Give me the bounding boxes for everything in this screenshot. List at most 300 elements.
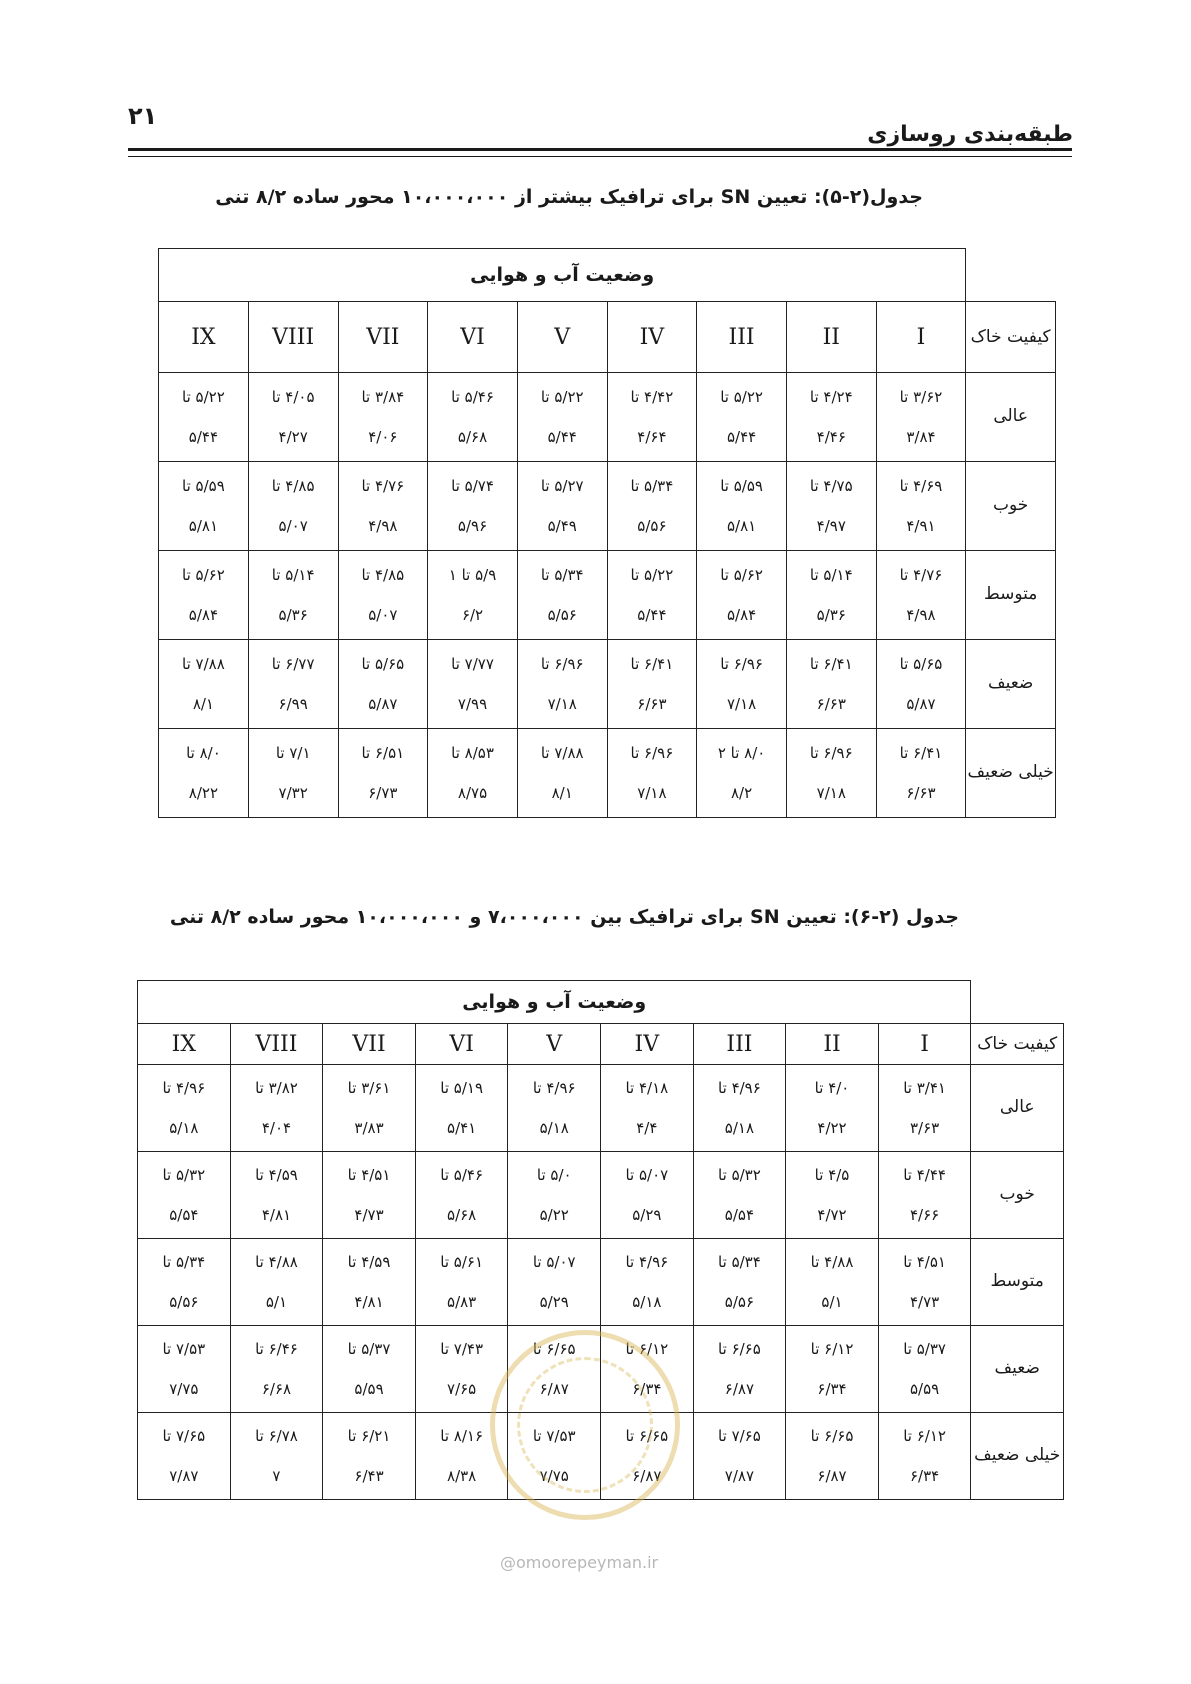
sn-range-from: ۶/۱۲ تا	[810, 1340, 854, 1358]
climate-zone-header: II	[786, 1024, 879, 1065]
sn-range-cell	[878, 1152, 971, 1239]
sn-range-cell	[693, 1326, 786, 1413]
sn-range-from: ۶/۶۵ تا	[532, 1340, 576, 1358]
sn-range-to: ۵/۸۳	[447, 1293, 477, 1311]
sn-range-from: ۶/۶۵ تا	[625, 1427, 669, 1445]
sn-range-cell	[323, 1326, 416, 1413]
sn-range-cell	[138, 1413, 231, 1500]
sn-range-from: ۵/۰۷ تا	[532, 1253, 576, 1271]
sn-range-to: ۵/۵۶	[724, 1293, 755, 1311]
sn-range-from: ۴/۲۴ تا	[809, 388, 853, 406]
sn-range-from: ۵/۱۴ تا	[271, 566, 315, 584]
sn-range-to: ۵/۵۴	[724, 1206, 755, 1224]
sn-range-cell	[517, 729, 607, 818]
sn-range-from: ۳/۸۴ تا	[361, 388, 405, 406]
climate-zone-header: VIII	[248, 302, 338, 373]
sn-range-from: ۴/۸۵ تا	[271, 477, 315, 495]
sn-range-to: ۶/۳۴	[817, 1380, 847, 1398]
sn-range-to: ۷	[272, 1467, 281, 1485]
sn-range-from: ۶/۹۶ تا	[630, 744, 674, 762]
climate-zone-header: III	[697, 302, 787, 373]
sn-range-cell	[428, 462, 518, 551]
sn-range-cell	[415, 1413, 508, 1500]
sn-range-from: ۵/۶۲ تا	[182, 566, 225, 584]
sn-range-to: ۵/۸۱	[726, 517, 757, 535]
sn-range-cell	[428, 640, 518, 729]
sn-range-cell	[338, 462, 428, 551]
sn-range-to: ۳/۸۳	[354, 1119, 384, 1137]
sn-range-to: ۵/۶۸	[457, 428, 488, 446]
sn-range-from: ۵/۲۷ تا	[540, 477, 584, 495]
sn-range-to: ۵/۱	[265, 1293, 288, 1311]
sn-range-from: ۴/۰ تا	[814, 1079, 850, 1097]
sn-range-to: ۴/۸۱	[354, 1293, 384, 1311]
sn-range-to: ۴/۴	[636, 1119, 658, 1137]
sn-range-to: ۶/۶۸	[261, 1380, 292, 1398]
page-number: ۲۱	[128, 102, 158, 130]
soil-quality-label: متوسط	[971, 1239, 1064, 1326]
sn-range-from: ۵/۶۲ تا	[720, 566, 763, 584]
table-row	[138, 1065, 1064, 1152]
sn-range-cell	[338, 551, 428, 640]
sn-range-cell	[878, 1413, 971, 1500]
sn-range-to: ۷/۱۸	[547, 695, 577, 713]
sn-range-from: ۵/۳۴ تا	[162, 1253, 206, 1271]
sn-range-cell	[786, 551, 876, 640]
sn-range-cell	[517, 373, 607, 462]
sn-range-cell	[338, 729, 428, 818]
soil-quality-label: عالی	[966, 373, 1056, 462]
sn-range-from: ۴/۷۵ تا	[809, 477, 853, 495]
sn-range-cell	[786, 729, 876, 818]
sn-range-to: ۵/۵۶	[547, 606, 577, 624]
sn-range-to: ۴/۲۲	[817, 1119, 847, 1137]
sn-range-from: ۷/۴۳ تا	[440, 1340, 484, 1358]
sn-range-cell	[159, 729, 249, 818]
climate-header: وضعیت آب و هوایی	[138, 981, 971, 1024]
sn-range-to: ۷/۱۸	[726, 695, 757, 713]
sn-range-cell	[338, 373, 428, 462]
sn-range-from: ۵/۶۱ تا	[440, 1253, 484, 1271]
sn-range-cell	[508, 1239, 601, 1326]
sn-range-cell	[697, 373, 787, 462]
sn-range-from: ۵/۵۹ تا	[182, 477, 225, 495]
sn-range-cell	[786, 1413, 879, 1500]
sn-range-from: ۳/۸۲ تا	[255, 1079, 298, 1097]
sn-range-from: ۸/۱۶ تا	[440, 1427, 484, 1445]
climate-zone-header: IX	[138, 1024, 231, 1065]
sn-range-to: ۶/۸۷	[817, 1467, 847, 1485]
sn-range-cell	[415, 1326, 508, 1413]
soil-quality-label: خوب	[966, 462, 1056, 551]
sn-range-to: ۶/۲	[461, 606, 484, 624]
sn-range-from: ۴/۵۱ تا	[347, 1166, 391, 1184]
sn-range-cell	[878, 1326, 971, 1413]
sn-range-from: ۶/۲۱ تا	[347, 1427, 391, 1445]
sn-range-cell	[517, 462, 607, 551]
sn-range-cell	[876, 640, 966, 729]
sn-range-from: ۴/۹۶ تا	[625, 1253, 669, 1271]
sn-range-cell	[428, 729, 518, 818]
soil-quality-label: ضعیف	[971, 1326, 1064, 1413]
sn-range-to: ۵/۳۶	[278, 606, 308, 624]
table2-caption: جدول (۲-۶): تعیین SN برای ترافیک بین ۷،۰۰۰،۰۰۰ و ۱۰،۰۰۰،۰۰۰ محور ساده ۸/۲ تنی	[169, 906, 959, 928]
sn-range-to: ۴/۲۷	[278, 428, 308, 446]
sn-range-from: ۵/۴۶ تا	[440, 1166, 484, 1184]
soil-header-corner	[966, 249, 1056, 302]
soil-quality-label: عالی	[971, 1065, 1064, 1152]
sn-range-from: ۵/۲۲ تا	[720, 388, 763, 406]
sn-range-cell	[607, 551, 697, 640]
sn-range-cell	[508, 1065, 601, 1152]
sn-range-from: ۴/۵۹ تا	[255, 1166, 298, 1184]
sn-range-from: ۴/۰۵ تا	[271, 388, 315, 406]
sn-range-to: ۸/۱	[551, 784, 573, 802]
sn-range-to: ۶/۷۳	[368, 784, 398, 802]
sn-range-to: ۷/۳۲	[278, 784, 308, 802]
sn-range-cell	[338, 640, 428, 729]
sn-range-from: ۸/۰ تا ۲	[717, 744, 766, 762]
sn-range-to: ۴/۰۶	[368, 428, 398, 446]
sn-range-cell	[323, 1152, 416, 1239]
sn-range-to: ۴/۹۸	[906, 606, 936, 624]
sn-range-to: ۵/۸۱	[188, 517, 219, 535]
sn-range-cell	[230, 1065, 323, 1152]
soil-quality-label: متوسط	[966, 551, 1056, 640]
sn-range-to: ۵/۸۴	[726, 606, 757, 624]
sn-range-cell	[428, 551, 518, 640]
soil-quality-header: کیفیت خاک	[971, 1024, 1064, 1065]
sn-range-from: ۵/۳۴ تا	[630, 477, 674, 495]
sn-range-cell	[601, 1239, 694, 1326]
table-row	[138, 1413, 1064, 1500]
sn-range-cell	[693, 1065, 786, 1152]
sn-range-from: ۵/۰ تا	[536, 1166, 572, 1184]
table-row	[138, 1326, 1064, 1413]
sn-range-from: ۵/۳۲ تا	[162, 1166, 206, 1184]
sn-range-to: ۵/۱۸	[539, 1119, 569, 1137]
sn-range-from: ۵/۵۹ تا	[720, 477, 763, 495]
sn-range-cell	[138, 1239, 231, 1326]
sn-range-from: ۵/۷۴ تا	[451, 477, 494, 495]
sn-range-from: ۵/۲۲ تا	[540, 388, 584, 406]
sn-range-from: ۵/۰۷ تا	[625, 1166, 669, 1184]
sn-range-to: ۶/۶۳	[906, 784, 936, 802]
sn-range-to: ۵/۴۱	[447, 1119, 477, 1137]
sn-range-cell	[786, 373, 876, 462]
sn-range-to: ۵/۹۶	[457, 517, 488, 535]
climate-zone-header: VIII	[230, 1024, 323, 1065]
sn-range-from: ۳/۶۱ تا	[347, 1079, 391, 1097]
sn-range-from: ۳/۶۲ تا	[899, 388, 943, 406]
sn-range-from: ۵/۳۷ تا	[347, 1340, 391, 1358]
sn-range-to: ۵/۱۸	[169, 1119, 199, 1137]
sn-range-cell	[230, 1239, 323, 1326]
table-row	[159, 373, 1056, 462]
sn-range-to: ۵/۲۲	[539, 1206, 569, 1224]
sn-range-to: ۷/۶۵	[447, 1380, 477, 1398]
sn-range-from: ۷/۸۸ تا	[540, 744, 584, 762]
sn-range-from: ۵/۳۴ تا	[540, 566, 584, 584]
sn-range-from: ۴/۶۹ تا	[899, 477, 943, 495]
soil-header-corner	[971, 981, 1064, 1024]
sn-range-cell	[159, 462, 249, 551]
sn-range-from: ۵/۳۲ تا	[718, 1166, 761, 1184]
sn-range-cell	[248, 373, 338, 462]
sn-range-to: ۴/۶۴	[637, 428, 667, 446]
sn-range-to: ۵/۴۹	[547, 517, 577, 535]
sn-range-to: ۸/۱	[192, 695, 214, 713]
table-row	[159, 640, 1056, 729]
sn-range-from: ۴/۹۶ تا	[532, 1079, 576, 1097]
sn-range-from: ۶/۱۲ تا	[903, 1427, 946, 1445]
sn-range-to: ۴/۹۸	[368, 517, 398, 535]
sn-range-to: ۷/۷۵	[539, 1467, 569, 1485]
sn-range-from: ۶/۹۶ تا	[720, 655, 763, 673]
sn-range-cell	[138, 1152, 231, 1239]
sn-range-from: ۶/۹۶ تا	[540, 655, 584, 673]
sn-range-to: ۶/۴۳	[354, 1467, 384, 1485]
sn-range-cell	[248, 640, 338, 729]
sn-range-from: ۴/۷۶ تا	[899, 566, 943, 584]
sn-range-from: ۶/۱۲ تا	[625, 1340, 669, 1358]
sn-range-to: ۵/۵۹	[354, 1380, 384, 1398]
climate-zone-header: VI	[428, 302, 518, 373]
sn-range-from: ۷/۶۵ تا	[162, 1427, 206, 1445]
soil-quality-label: خیلی ضعیف	[966, 729, 1056, 818]
sn-range-from: ۶/۶۵ تا	[718, 1340, 761, 1358]
sn-range-cell	[138, 1065, 231, 1152]
sn-range-from: ۵/۲۲ تا	[182, 388, 225, 406]
sn-range-cell	[415, 1065, 508, 1152]
sn-range-to: ۸/۷۵	[457, 784, 488, 802]
climate-zone-header: IX	[159, 302, 249, 373]
sn-range-to: ۵/۳۶	[816, 606, 846, 624]
sn-range-cell	[876, 373, 966, 462]
sn-range-cell	[876, 462, 966, 551]
sn-range-from: ۶/۵۱ تا	[361, 744, 405, 762]
sn-range-from: ۴/۴۲ تا	[630, 388, 674, 406]
sn-range-to: ۵/۵۶	[169, 1293, 199, 1311]
sn-range-to: ۵/۸۴	[188, 606, 219, 624]
header-rule	[128, 148, 1072, 157]
sn-range-from: ۷/۵۳ تا	[532, 1427, 576, 1445]
sn-range-cell	[138, 1326, 231, 1413]
sn-range-cell	[159, 373, 249, 462]
climate-zone-header: VII	[338, 302, 428, 373]
sn-range-cell	[786, 1326, 879, 1413]
sn-range-from: ۷/۵۳ تا	[162, 1340, 206, 1358]
sn-range-cell	[230, 1152, 323, 1239]
sn-range-to: ۳/۸۴	[906, 428, 936, 446]
sn-range-to: ۶/۸۷	[632, 1467, 662, 1485]
table-row	[159, 729, 1056, 818]
sn-range-to: ۵/۲۹	[632, 1206, 662, 1224]
sn-range-from: ۷/۶۵ تا	[718, 1427, 761, 1445]
sn-range-cell	[508, 1152, 601, 1239]
sn-range-cell	[415, 1239, 508, 1326]
sn-range-cell	[159, 640, 249, 729]
sn-range-to: ۸/۲۲	[188, 784, 219, 802]
sn-range-cell	[607, 729, 697, 818]
sn-range-from: ۴/۵۹ تا	[347, 1253, 391, 1271]
sn-range-from: ۵/۳۷ تا	[903, 1340, 946, 1358]
climate-zone-header: VII	[323, 1024, 416, 1065]
sn-range-from: ۵/۲۲ تا	[630, 566, 674, 584]
sn-range-to: ۶/۶۳	[816, 695, 846, 713]
sn-range-cell	[786, 1065, 879, 1152]
sn-range-cell	[248, 551, 338, 640]
sn-range-to: ۵/۱	[821, 1293, 843, 1311]
soil-quality-label: خیلی ضعیف	[971, 1413, 1064, 1500]
sn-range-to: ۶/۹۹	[278, 695, 308, 713]
climate-zone-header: II	[786, 302, 876, 373]
table-row	[138, 1239, 1064, 1326]
sn-range-cell	[876, 551, 966, 640]
sn-range-to: ۵/۶۸	[447, 1206, 477, 1224]
sn-range-from: ۸/۵۳ تا	[451, 744, 494, 762]
sn-range-to: ۴/۷۳	[354, 1206, 384, 1224]
sn-range-to: ۵/۱۸	[632, 1293, 662, 1311]
sn-range-from: ۴/۸۸ تا	[255, 1253, 298, 1271]
sn-range-from: ۶/۷۷ تا	[271, 655, 315, 673]
sn-range-cell	[601, 1152, 694, 1239]
sn-range-to: ۶/۳۴	[632, 1380, 662, 1398]
sn-range-to: ۵/۴۴	[188, 428, 219, 446]
sn-range-cell	[230, 1413, 323, 1500]
sn-range-cell	[508, 1326, 601, 1413]
sn-range-to: ۴/۰۴	[261, 1119, 292, 1137]
table2	[137, 980, 1064, 1500]
sn-range-to: ۷/۸۷	[169, 1467, 199, 1485]
sn-range-to: ۷/۸۷	[724, 1467, 755, 1485]
sn-range-from: ۶/۴۱ تا	[899, 744, 943, 762]
sn-range-from: ۴/۱۸ تا	[625, 1079, 669, 1097]
sn-range-to: ۵/۵۹	[909, 1380, 940, 1398]
sn-range-from: ۶/۴۱ تا	[809, 655, 853, 673]
running-title: طبقه‌بندی روسازی	[867, 122, 1073, 147]
sn-range-cell	[601, 1326, 694, 1413]
soil-quality-label: ضعیف	[966, 640, 1056, 729]
sn-range-cell	[607, 462, 697, 551]
sn-range-to: ۸/۲	[731, 784, 753, 802]
sn-range-cell	[601, 1413, 694, 1500]
sn-range-to: ۵/۸۷	[906, 695, 936, 713]
table1-caption: جدول(۲-۵): تعیین SN برای ترافیک بیشتر از ۱۰،۰۰۰،۰۰۰ محور ساده ۸/۲ تنی	[215, 186, 923, 208]
sn-range-cell	[517, 551, 607, 640]
sn-range-cell	[878, 1065, 971, 1152]
sn-range-cell	[786, 640, 876, 729]
soil-quality-label: خوب	[971, 1152, 1064, 1239]
sn-range-from: ۵/۶۵ تا	[361, 655, 405, 673]
sn-range-to: ۷/۱۸	[637, 784, 667, 802]
sn-range-from: ۶/۶۵ تا	[810, 1427, 854, 1445]
sn-range-from: ۵/۴۶ تا	[451, 388, 494, 406]
sn-range-cell	[323, 1413, 416, 1500]
climate-zone-header: V	[508, 1024, 601, 1065]
table-row	[159, 551, 1056, 640]
table-row	[159, 462, 1056, 551]
sn-range-from: ۳/۴۱ تا	[903, 1079, 946, 1097]
sn-range-to: ۳/۶۳	[909, 1119, 940, 1137]
sn-range-to: ۴/۹۷	[816, 517, 846, 535]
sn-range-cell	[323, 1239, 416, 1326]
sn-range-to: ۴/۴۶	[816, 428, 846, 446]
sn-range-from: ۴/۹۶ تا	[718, 1079, 761, 1097]
sn-range-cell	[693, 1239, 786, 1326]
sn-range-cell	[697, 640, 787, 729]
sn-range-from: ۵/۹ تا ۱	[448, 566, 497, 584]
sn-range-to: ۶/۸۷	[724, 1380, 755, 1398]
sn-range-cell	[508, 1413, 601, 1500]
sn-range-cell	[607, 373, 697, 462]
sn-range-to: ۵/۱۸	[724, 1119, 755, 1137]
soil-quality-header: کیفیت خاک	[966, 302, 1056, 373]
sn-range-to: ۵/۵۶	[637, 517, 667, 535]
sn-range-cell	[230, 1326, 323, 1413]
sn-range-from: ۴/۹۶ تا	[162, 1079, 206, 1097]
sn-range-cell	[601, 1065, 694, 1152]
sn-range-from: ۵/۱۴ تا	[809, 566, 853, 584]
sn-range-from: ۶/۷۸ تا	[255, 1427, 298, 1445]
sn-range-to: ۶/۶۳	[637, 695, 667, 713]
sn-range-cell	[159, 551, 249, 640]
sn-range-cell	[693, 1413, 786, 1500]
sn-range-from: ۵/۱۹ تا	[440, 1079, 484, 1097]
sn-range-cell	[697, 551, 787, 640]
sn-range-from: ۴/۴۴ تا	[903, 1166, 946, 1184]
sn-range-to: ۷/۱۸	[816, 784, 846, 802]
sn-range-from: ۵/۶۵ تا	[899, 655, 943, 673]
sn-range-cell	[697, 462, 787, 551]
sn-range-to: ۵/۴۴	[547, 428, 577, 446]
sn-range-to: ۴/۷۲	[817, 1206, 847, 1224]
sn-range-from: ۷/۱ تا	[275, 744, 311, 762]
sn-range-from: ۸/۰ تا	[186, 744, 221, 762]
sn-range-to: ۸/۳۸	[447, 1467, 477, 1485]
sn-range-to: ۵/۰۷	[278, 517, 308, 535]
sn-range-from: ۶/۹۶ تا	[809, 744, 853, 762]
sn-range-cell	[697, 729, 787, 818]
sn-range-cell	[878, 1239, 971, 1326]
sn-range-to: ۵/۵۴	[169, 1206, 199, 1224]
climate-zone-header: I	[876, 302, 966, 373]
sn-range-cell	[693, 1152, 786, 1239]
climate-zone-header: IV	[607, 302, 697, 373]
sn-range-cell	[248, 729, 338, 818]
sn-range-to: ۶/۸۷	[539, 1380, 569, 1398]
climate-zone-header: III	[693, 1024, 786, 1065]
sn-range-from: ۶/۴۱ تا	[630, 655, 674, 673]
sn-range-to: ۵/۲۹	[539, 1293, 569, 1311]
sn-range-to: ۴/۷۳	[909, 1293, 940, 1311]
sn-range-from: ۷/۷۷ تا	[451, 655, 494, 673]
sn-range-from: ۴/۷۶ تا	[361, 477, 405, 495]
watermark-url: @omoorepeyman.ir	[500, 1553, 659, 1572]
sn-range-to: ۴/۹۱	[906, 517, 936, 535]
climate-zone-header: VI	[415, 1024, 508, 1065]
sn-range-from: ۶/۴۶ تا	[255, 1340, 298, 1358]
sn-range-cell	[323, 1065, 416, 1152]
sn-range-to: ۵/۸۷	[368, 695, 398, 713]
sn-range-cell	[428, 373, 518, 462]
sn-range-from: ۴/۸۸ تا	[810, 1253, 854, 1271]
sn-range-to: ۴/۶۶	[909, 1206, 940, 1224]
sn-range-from: ۴/۸۵ تا	[361, 566, 405, 584]
sn-range-cell	[876, 729, 966, 818]
sn-range-cell	[607, 640, 697, 729]
sn-range-cell	[517, 640, 607, 729]
